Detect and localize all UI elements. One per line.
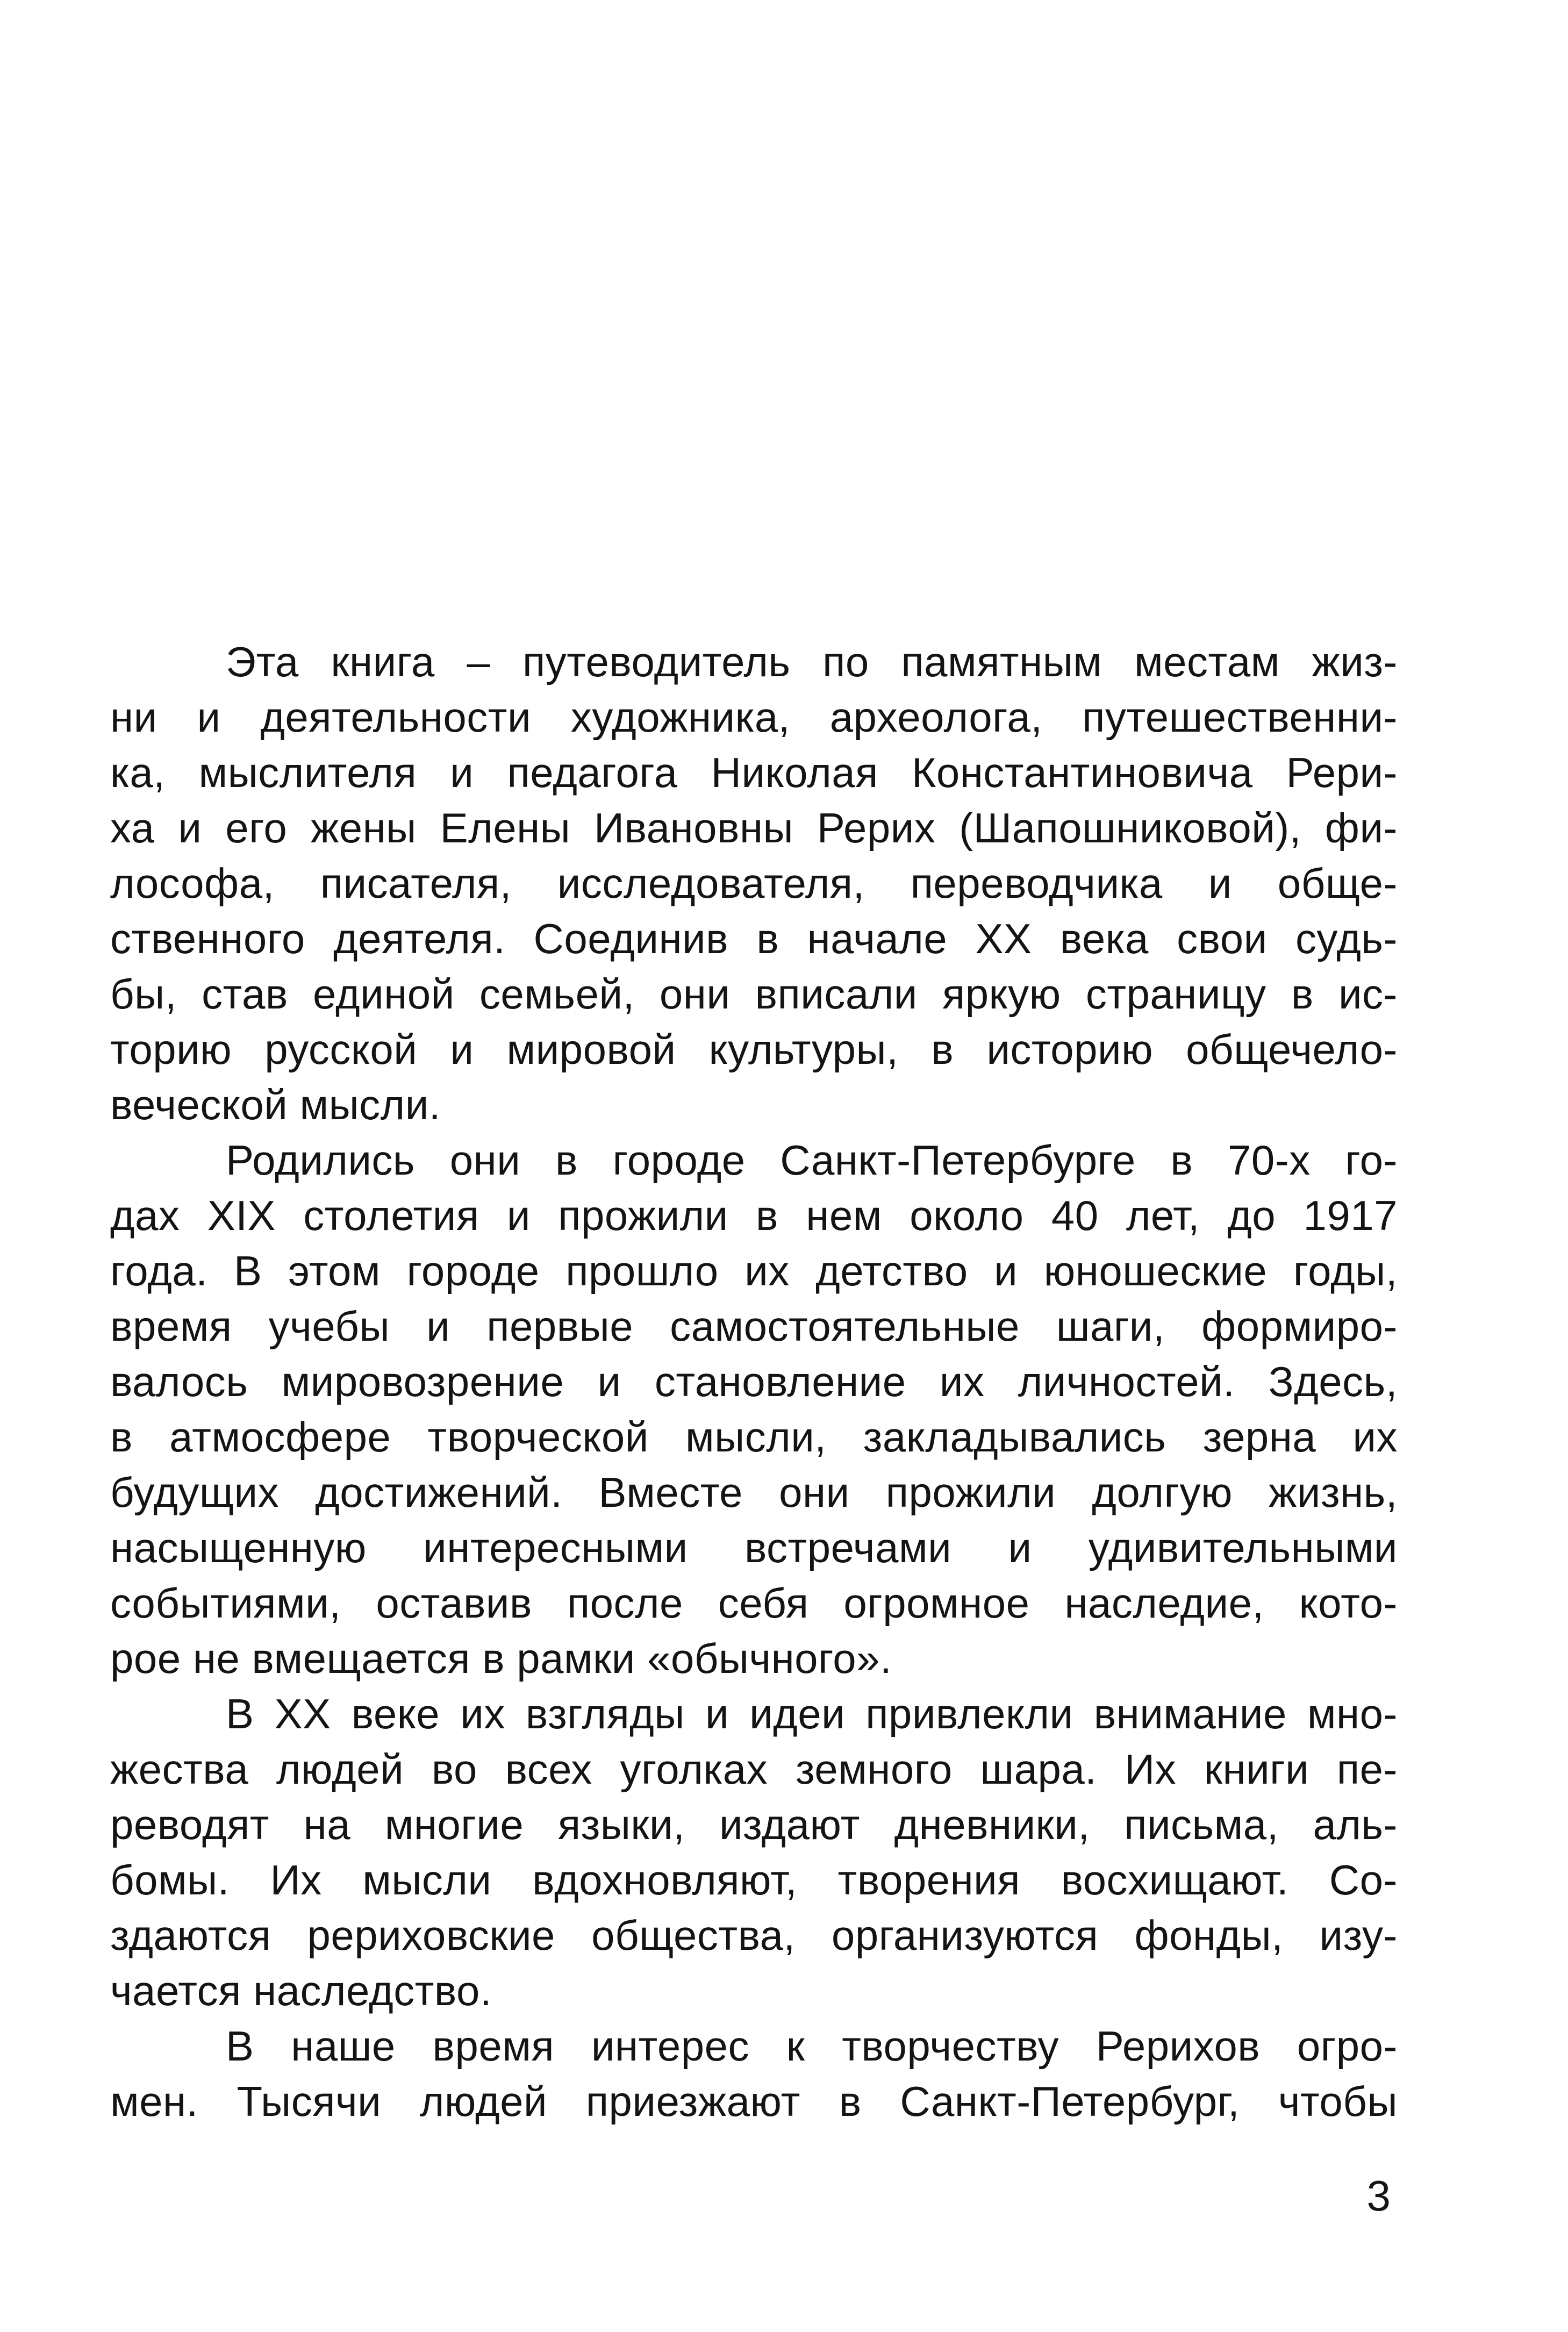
text-line: лософа, писателя, исследователя, переводчика и обще- — [110, 860, 1398, 907]
text-line: года. В этом городе прошло их детство и юношеские годы, — [110, 1247, 1398, 1294]
text-line: ни и деятельности художника, археолога, путешественни- — [110, 693, 1398, 741]
text-line: бы, став единой семьей, они вписали яркую страницу в ис- — [110, 970, 1398, 1018]
text-line: жества людей во всех уголках земного шара. Их книги пе- — [110, 1746, 1398, 1793]
text-line: будущих достижений. Вместе они прожили долгую жизнь, — [110, 1469, 1398, 1516]
text-line: насыщенную интересными встречами и удивительными — [110, 1524, 1398, 1571]
text-line: Родились они в городе Санкт-Петербурге в 70-х го- — [226, 1136, 1398, 1184]
text-line: в атмосфере творческой мысли, закладывались зерна их — [110, 1413, 1398, 1461]
text-line: реводят на многие языки, издают дневники, письма, аль- — [110, 1801, 1398, 1848]
text-line: мен. Тысячи людей приезжают в Санкт-Петербург, чтобы — [110, 2078, 1398, 2125]
text-line: Эта книга – путеводитель по памятным местам жиз- — [226, 638, 1398, 685]
text-line: ха и его жены Елены Ивановны Рерих (Шапошниковой), фи- — [110, 804, 1398, 852]
text-line: рое не вмещается в рамки «обычного». — [110, 1635, 892, 1682]
page-number: 3 — [1366, 2172, 1391, 2220]
text-line: ка, мыслителя и педагога Николая Константиновича Рери- — [110, 749, 1398, 796]
text-line: валось мировозрение и становление их личностей. Здесь, — [110, 1358, 1398, 1405]
text-line: ственного деятеля. Соединив в начале XX века свои судь- — [110, 915, 1398, 962]
body-text — [110, 634, 1398, 2129]
text-line: чается наследство. — [110, 1967, 492, 2014]
text-line: бомы. Их мысли вдохновляют, творения восхищают. Со- — [110, 1856, 1398, 1904]
text-line: веческой мысли. — [110, 1081, 441, 1128]
text-line: В XX веке их взгляды и идеи привлекли внимание мно- — [226, 1690, 1398, 1737]
text-line: время учебы и первые самостоятельные шаги, формиро- — [110, 1303, 1398, 1350]
text-line: дах XIX столетия и прожили в нем около 40 лет, до 1917 — [110, 1192, 1398, 1239]
text-line: В наше время интерес к творчеству Рерихов огро- — [226, 2022, 1398, 2070]
text-line: торию русской и мировой культуры, в историю общечело- — [110, 1026, 1398, 1073]
text-line: здаются рериховские общества, организуются фонды, изу- — [110, 1912, 1398, 1959]
text-line: событиями, оставив после себя огромное наследие, кото- — [110, 1579, 1398, 1627]
